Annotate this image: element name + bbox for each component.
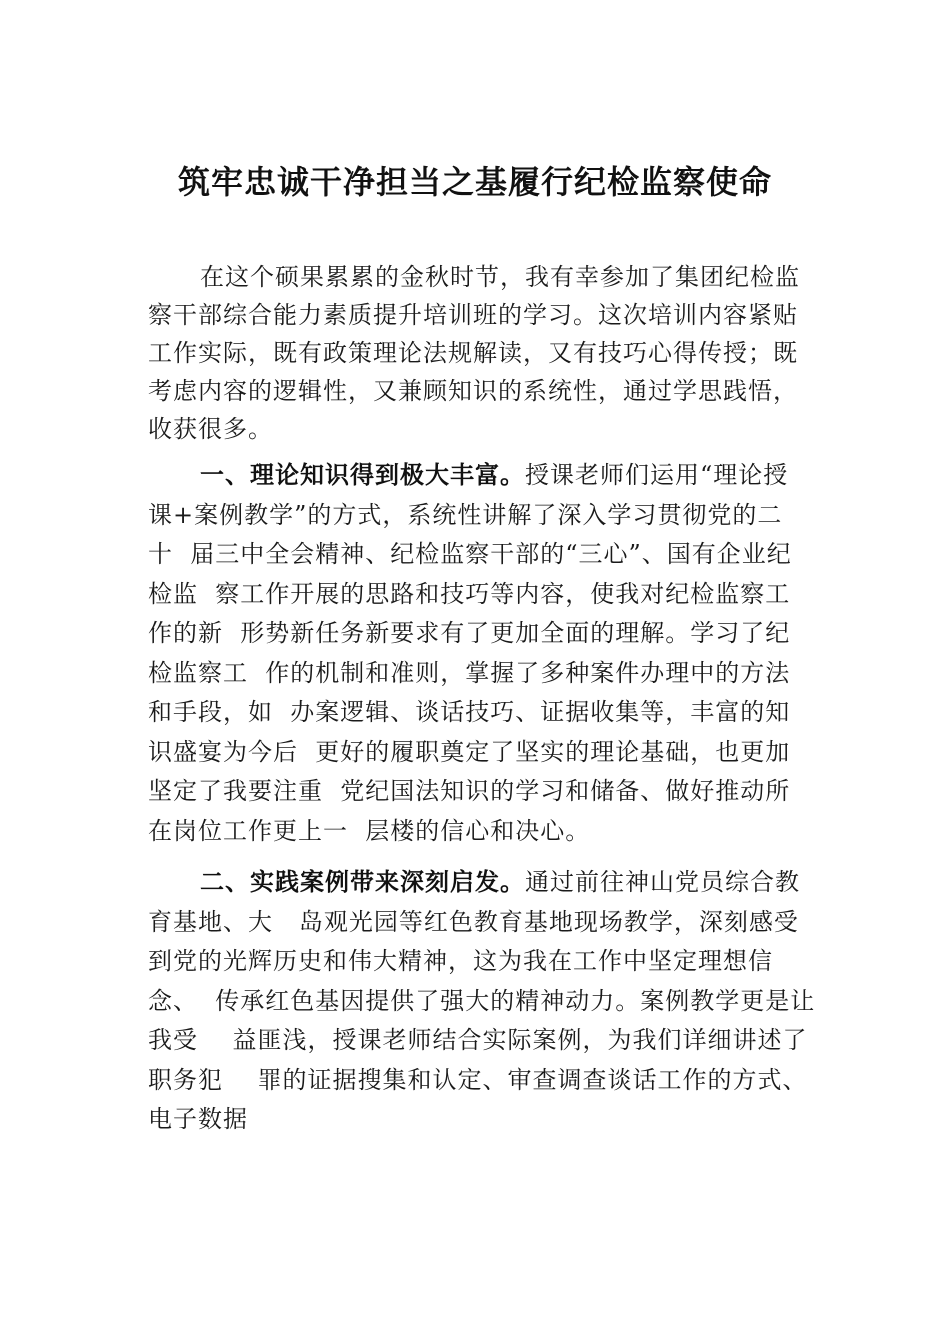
paragraph-intro (148, 258, 828, 448)
text-line (148, 456, 828, 496)
document-title: 筑牢忠诚干净担当之基履行纪检监察使命 (177, 163, 772, 201)
text-fragment: 通过前往神山党员综合教 (525, 868, 800, 896)
text-line: 在岗位工作更上一 层楼的信心和决心。 (148, 816, 591, 845)
document-body (148, 258, 828, 1140)
text-line: 育基地、大 岛观光园等红色教育基地现场教学，深刻感受 (148, 907, 799, 936)
paragraph-practice (148, 863, 828, 1140)
text-line: 检监 察工作开展的思路和技巧等内容，使我对纪检监察工 (148, 579, 791, 608)
text-line (148, 863, 828, 903)
text-line: 我受 益匪浅，授课老师结合实际案例，为我们详细讲述了 (148, 1026, 808, 1054)
text-line: 检监察工 作的机制和准则，掌握了多种案件办理中的方法 (148, 658, 791, 687)
text-line: 在这个硕果累累的金秋时节，我有幸参加了集团纪检监 (200, 263, 800, 291)
section-heading-practice: 二、实践案例带来深刻启发。 (200, 868, 525, 896)
text-line: 到党的光辉历史和伟大精神，这为我在工作中坚定理想信 (148, 947, 773, 975)
text-line: 课+案例教学”的方式，系统性讲解了深入学习贯彻党的二 (148, 500, 783, 529)
text-line: 作的新 形势新任务新要求有了更加全面的理解。学习了纪 (148, 619, 791, 647)
paragraph-theory (148, 456, 828, 851)
text-line: 考虑内容的逻辑性，又兼顾知识的系统性，通过学思践悟， (148, 377, 798, 405)
text-line: 十 届三中全会精神、纪检监察干部的“三心”、国有企业纪 (148, 540, 792, 568)
text-line: 坚定了我要注重 党纪国法知识的学习和储备、做好推动所 (148, 777, 791, 805)
text-line: 职务犯 罪的证据搜集和认定、审查调查谈话工作的方式、 (148, 1065, 808, 1094)
text-fragment: 授课老师们运用“理论授 (525, 461, 789, 489)
section-heading-theory: 一、理论知识得到极大丰富。 (200, 461, 525, 489)
text-line: 工作实际，既有政策理论法规解读，又有技巧心得传授；既 (148, 339, 798, 367)
text-line: 和手段，如 办案逻辑、谈话技巧、证据收集等，丰富的知 (148, 698, 791, 726)
text-line: 收获很多。 (148, 415, 273, 443)
text-line: 念、 传承红色基因提供了强大的精神动力。案例教学更是让 (148, 986, 816, 1015)
text-line: 识盛宴为今后 更好的履职奠定了坚实的理论基础，也更加 (148, 737, 791, 766)
text-line: 电子数据 (148, 1105, 248, 1133)
text-line: 察干部综合能力素质提升培训班的学习。这次培训内容紧贴 (148, 301, 798, 329)
